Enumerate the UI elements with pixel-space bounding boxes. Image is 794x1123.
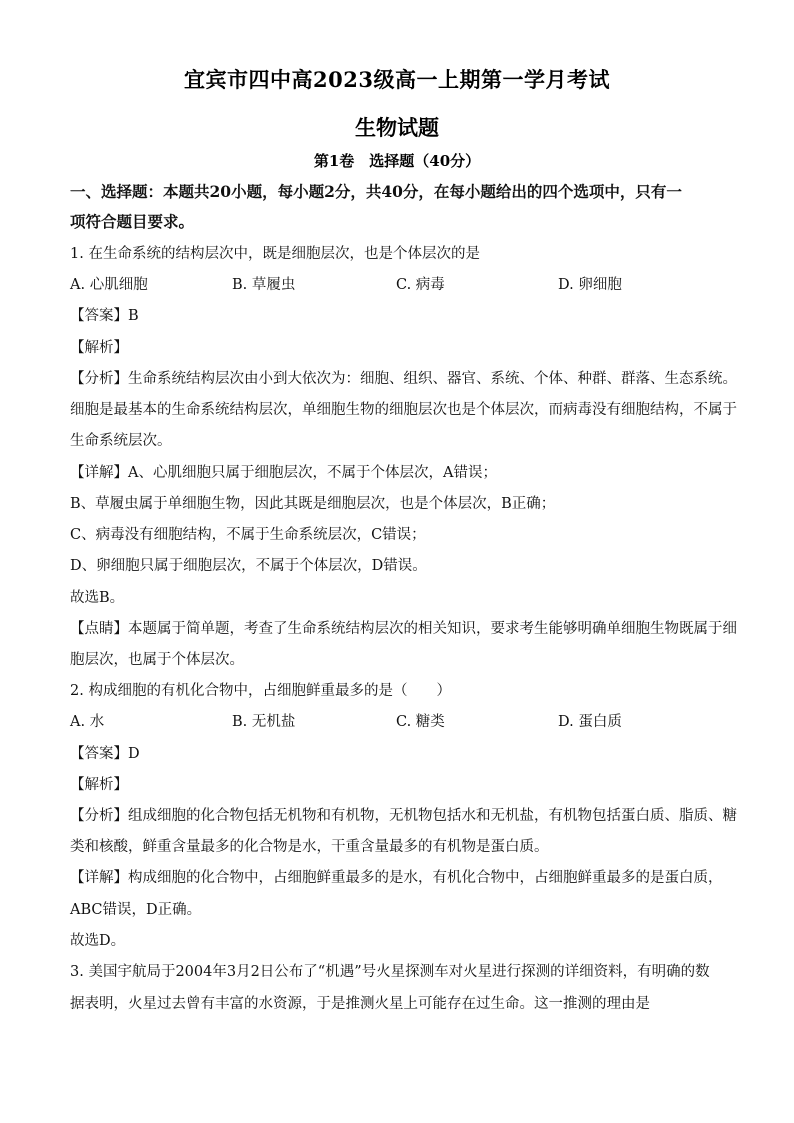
q2-option-c: C. 糖类	[396, 714, 445, 730]
q2-detail-line-2: ABC错误，D正确。	[70, 902, 202, 918]
q2-detail-line-3: 故选D。	[70, 933, 126, 949]
q2-detail-line-1: 【详解】构成细胞的化合物中，占细胞鲜重最多的是水，有机化合物中，占细胞鲜重最多的是蛋白质，	[70, 870, 723, 886]
q2-fenxi-line-2: 类和核酸，鲜重含量最多的化合物是水，干重含量最多的有机物是蛋白质。	[70, 839, 549, 855]
section-instruction-line-1: 一、选择题：本题共20小题，每小题2分，共40分，在每小题给出的四个选项中，只有一	[70, 182, 682, 201]
q1-stem: 1. 在生命系统的结构层次中，既是细胞层次，也是个体层次的是	[70, 246, 480, 262]
q1-comment-line-1: 【点睛】本题属于简单题，考查了生命系统结构层次的相关知识，要求考生能够明确单细胞生物既属于细	[70, 621, 737, 637]
q2-option-a: A. 水	[70, 714, 105, 730]
q1-detail-line-1: 【详解】A、心肌细胞只属于细胞层次，不属于个体层次，A错误；	[70, 465, 497, 481]
q1-detail-line-3: C、病毒没有细胞结构，不属于生命系统层次，C错误；	[70, 527, 426, 543]
q1-detail-line-2: B、草履虫属于单细胞生物，因此其既是细胞层次，也是个体层次，B正确；	[70, 496, 556, 512]
q1-detail-line-5: 故选B。	[70, 590, 125, 606]
q1-option-a: A. 心肌细胞	[70, 277, 148, 293]
q1-fenxi-line-3: 生命系统层次。	[70, 433, 172, 449]
q1-answer: 【答案】B	[70, 308, 139, 324]
subject-title: 生物试题	[355, 115, 439, 140]
q1-option-b: B. 草履虫	[232, 277, 296, 293]
q3-stem-line-1: 3. 美国宇航局于2004年3月2日公布了“机遇”号火星探测车对火星进行探测的详细资料，有明确的数	[70, 964, 710, 980]
part-title: 第1卷 选择题（40分）	[313, 152, 481, 170]
q2-stem: 2. 构成细胞的有机化合物中，占细胞鲜重最多的是（ ）	[70, 683, 451, 699]
q1-option-c: C. 病毒	[396, 277, 445, 293]
q2-option-b: B. 无机盐	[232, 714, 296, 730]
q2-analysis-label: 【解析】	[70, 777, 128, 793]
q3-stem-line-2: 据表明，火星过去曾有丰富的水资源，于是推测火星上可能存在过生命。这一推测的理由是	[70, 996, 650, 1012]
q2-option-d: D. 蛋白质	[558, 714, 622, 730]
q2-fenxi-line-1: 【分析】组成细胞的化合物包括无机物和有机物，无机物包括水和无机盐，有机物包括蛋白质、脂质、糖	[70, 808, 737, 824]
q1-comment-line-2: 胞层次，也属于个体层次。	[70, 652, 244, 668]
q2-answer: 【答案】D	[70, 746, 140, 762]
q1-fenxi-line-1: 【分析】生命系统结构层次由小到大依次为：细胞、组织、器官、系统、个体、种群、群落、生态系统。	[70, 371, 737, 387]
q1-fenxi-line-2: 细胞是最基本的生命系统结构层次，单细胞生物的细胞层次也是个体层次，而病毒没有细胞结构，不属于	[70, 402, 737, 418]
q1-option-d: D. 卵细胞	[558, 277, 622, 293]
exam-title: 宜宾市四中高2023级高一上期第一学月考试	[184, 67, 610, 92]
section-instruction-line-2: 项符合题目要求。	[70, 212, 195, 231]
q1-analysis-label: 【解析】	[70, 340, 128, 356]
q1-detail-line-4: D、卵细胞只属于细胞层次，不属于个体层次，D错误。	[70, 558, 427, 574]
